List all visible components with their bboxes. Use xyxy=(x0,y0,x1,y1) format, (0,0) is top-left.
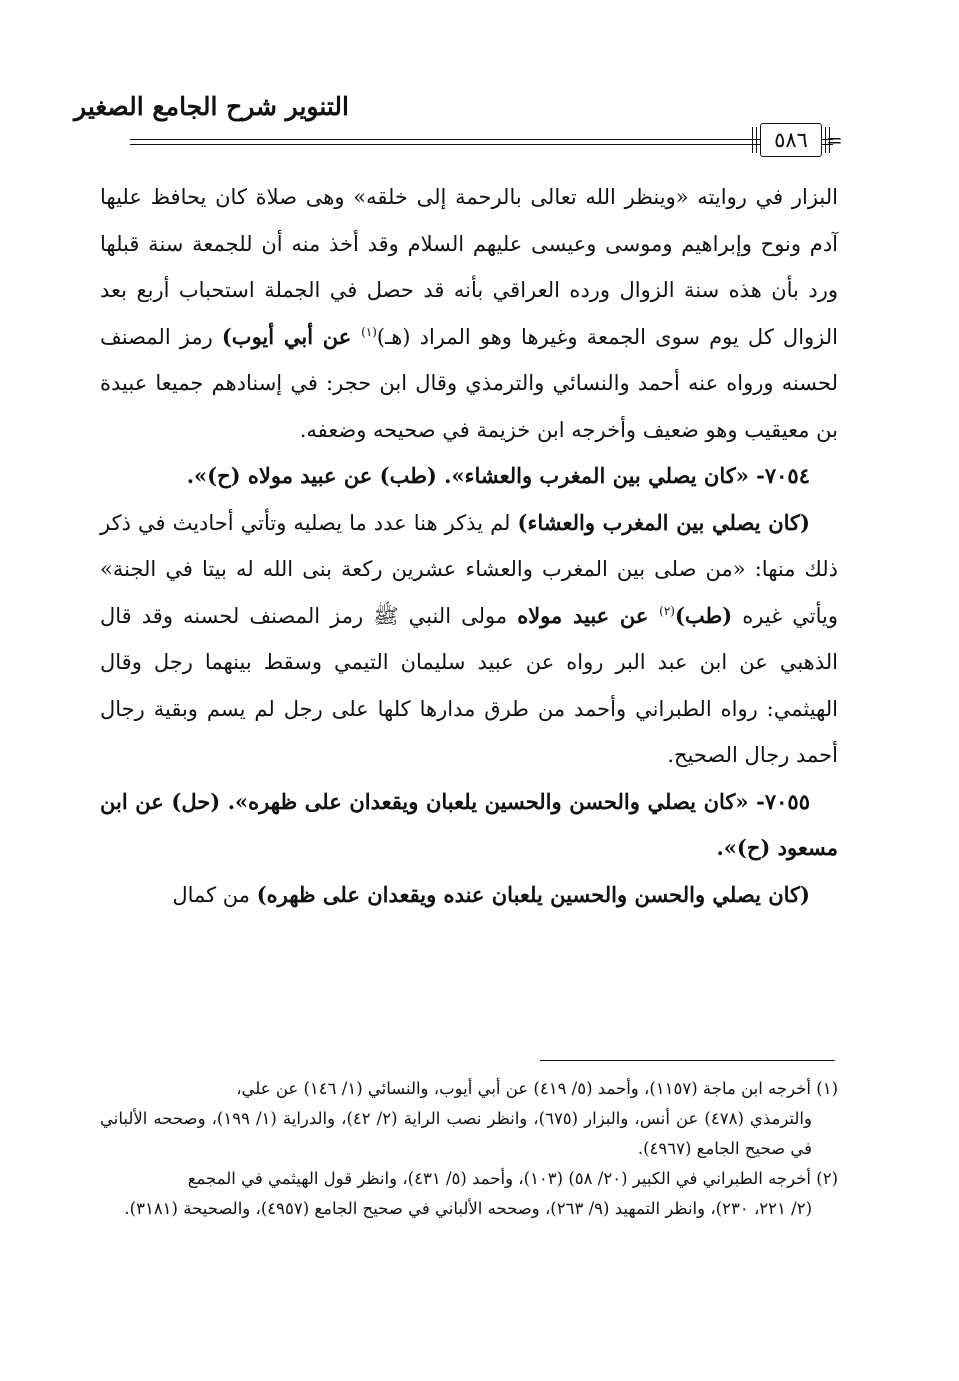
paragraph-2-text-b: مولى النبي ﷺ رمز المصنف لحسنه وقد قال الذهبي عن ابن عبد البر رواه عن عبيد سليمان التيمي وسقط بينهما رجل وقال الهيثمي: رواه الطبراني وأحمد من طرق مدارها كلها على رجل لم يسم وبقية رجال أحمد رجال الصحيح. xyxy=(100,603,838,767)
footnote-2-continuation: (٢/ ٢٢١، ٢٣٠)، وانظر التمهيد (٩/ ٢٦٣)، وصححه الألباني في صحيح الجامع (٤٩٥٧)، والصحيحة (٣١٨١). xyxy=(124,1199,812,1218)
paragraph-2-narrator: عن عبيد مولاه xyxy=(517,602,660,628)
footnote-1-number: (١) xyxy=(816,1079,838,1098)
paragraph-1-text: البزار في روايته «وينظر الله تعالى بالرحمة إلى خلقه» وهى صلاة كان يحافظ عليها آدم ونوح وإبراهيم وموسى وعيسى عليهم السلام وقد أخذ منه أن للجمعة سنة قبلها ورد بأن هذه سنة الزوال ورده العراقي بأنه قد حصل في الجملة استحباب أربع بعد الزوال كل يوم سوى الجمعة وغيرها وهو المراد (هـ) xyxy=(100,185,839,349)
header-rule xyxy=(130,139,833,145)
paragraph-2-lemma: (كان يصلي بين المغرب والعشاء) xyxy=(517,509,810,535)
footnotes xyxy=(100,1074,838,1224)
footnote-separator xyxy=(540,1060,835,1061)
main-text xyxy=(100,174,838,918)
footnote-2-text: أخرجه الطبراني في الكبير (٢٠/ ٥٨) (١٠٣)، وأحمد (٥/ ٤٣١)، وانظر قول الهيثمي في المجمع xyxy=(187,1169,811,1188)
footnote-2 xyxy=(100,1164,838,1224)
hadith-7054: ٧٠٥٤- «كان يصلي بين المغرب والعشاء». (طب) عن عبيد مولاه (ح)». xyxy=(186,463,810,488)
footnote-1 xyxy=(100,1074,838,1164)
running-header-title: التنوير شرح الجامع الصغير xyxy=(74,92,349,121)
footnote-2-number: (٢) xyxy=(816,1169,838,1188)
paragraph-1-source: عن أبي أيوب) xyxy=(221,323,362,349)
paragraph-2 xyxy=(100,500,838,779)
paragraph-2-source: (طب) xyxy=(674,602,733,628)
paragraph-3-text: من كمال xyxy=(172,882,257,907)
paragraph-3-lemma: (كان يصلي والحسن والحسين يلعبان عنده ويقعدان على ظهره) xyxy=(256,881,810,907)
footnote-ref-2: (٢) xyxy=(659,603,675,618)
footnote-1-text: أخرجه ابن ماجة (١١٥٧)، وأحمد (٥/ ٤١٩) عن أبي أيوب، والنسائي (١/ ١٤٦) عن علي، xyxy=(236,1079,811,1098)
footnote-1-continuation: والترمذي (٤٧٨) عن أنس، والبزار (٦٧٥)، وانظر نصب الراية (٢/ ٤٢)، والدراية (١/ ١٩٩)، وصححه الألباني في صحيح الجامع (٤٩٦٧). xyxy=(100,1109,812,1158)
page-mark: = xyxy=(826,128,843,152)
footnote-ref-1: (١) xyxy=(361,324,377,339)
hadith-7055: ٧٠٥٥- «كان يصلي والحسن والحسين يلعبان ويقعدان على ظهره». (حل) عن ابن مسعود (ح)». xyxy=(100,788,838,860)
paragraph-1 xyxy=(100,174,838,453)
paragraph-2-text-a: لم يذكر هنا عدد ما يصليه وتأتي أحاديث في ذكر ذلك منها: «من صلى بين المغرب والعشاء عشرين ركعة بنى الله له بيتا في الجنة» ويأتي غيره xyxy=(100,510,838,628)
paragraph-1-rest: رمز المصنف لحسنه ورواه عنه أحمد والنسائي والترمذي وقال ابن حجر: في إسنادهم جميعا عبيدة بن معيقيب وهو ضعيف وأخرجه ابن خزيمة في صحيحه وضعفه. xyxy=(100,324,838,442)
page-number: ٥٨٦ xyxy=(760,123,822,157)
paragraph-3 xyxy=(100,872,838,919)
